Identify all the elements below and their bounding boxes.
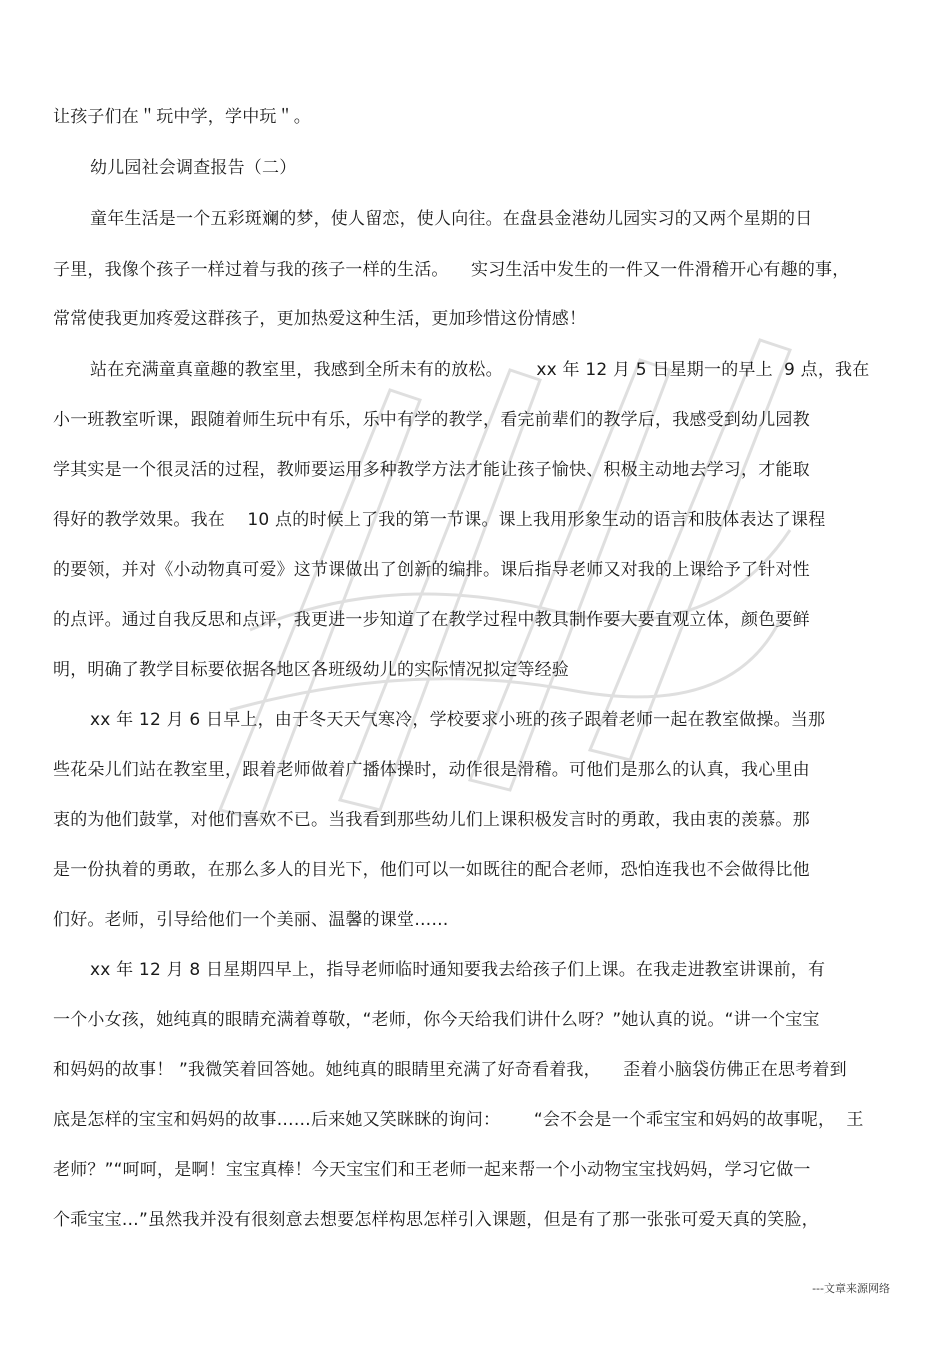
text-line-11: 的点评。通过自我反思和点评，我更进一步知道了在教学过程中教具制作要大要直观立体，颜色要鲜 xyxy=(53,610,810,630)
text-line-3: 童年生活是一个五彩斑斓的梦，使人留恋，使人向往。在盘县金港幼儿园实习的又两个星期的日 xyxy=(90,209,813,229)
source-footer: ---文章来源网络 xyxy=(812,1282,890,1295)
text-line-1: 让孩子们在＂玩中学，学中玩＂。 xyxy=(53,107,311,127)
text-line-20: 和妈妈的故事！ ”我微笑着回答她。她纯真的眼睛里充满了好奇看着我， 歪着小脑袋仿佛正在思考着到 xyxy=(53,1060,847,1080)
text-line-6: 站在充满童真童趣的教室里，我感到全所未有的放松。 xx 年 12 月 5 日星期一的早上 9 点，我在 xyxy=(90,360,870,380)
text-line-17: 们好。老师，引导给他们一个美丽、温馨的课堂…… xyxy=(53,910,449,930)
text-line-19: 一个小女孩，她纯真的眼睛充满着尊敬，“老师，你今天给我们讲什么呀？”她认真的说。“讲一个宝宝 xyxy=(53,1010,820,1030)
text-line-9: 得好的教学效果。我在 10 点的时候上了我的第一节课。课上我用形象生动的语言和肢体表达了课程 xyxy=(53,510,826,530)
text-line-21: 底是怎样的宝宝和妈妈的故事……后来她又笑眯眯的询问： “会不会是一个乖宝宝和妈妈的故事呢， 王 xyxy=(53,1110,864,1130)
text-line-14: 些花朵儿们站在教室里，跟着老师做着广播体操时，动作很是滑稽。可他们是那么的认真，我心里由 xyxy=(53,760,810,780)
text-line-22: 老师？”“呵呵，是啊！宝宝真棒！今天宝宝们和王老师一起来帮一个小动物宝宝找妈妈，学习它做一 xyxy=(53,1160,811,1180)
text-line-7: 小一班教室听课，跟随着师生玩中有乐，乐中有学的教学，看完前辈们的教学后，我感受到幼儿园教 xyxy=(53,410,810,430)
text-line-18: xx 年 12 月 8 日星期四早上，指导老师临时通知要我去给孩子们上课。在我走进教室讲课前，有 xyxy=(90,960,826,980)
section-heading: 幼儿园社会调查报告（二） xyxy=(90,158,297,178)
text-line-4: 子里，我像个孩子一样过着与我的孩子一样的生活。 实习生活中发生的一件又一件滑稽开心有趣的事， xyxy=(53,260,850,280)
text-line-15: 衷的为他们鼓掌，对他们喜欢不已。当我看到那些幼儿们上课积极发言时的勇敢，我由衷的羡慕。那 xyxy=(53,810,810,830)
text-line-8: 学其实是一个很灵活的过程，教师要运用多种教学方法才能让孩子愉快、积极主动地去学习，才能取 xyxy=(53,460,810,480)
text-line-5: 常常使我更加疼爱这群孩子，更加热爱这种生活，更加珍惜这份情感！ xyxy=(53,309,587,329)
text-line-10: 的要领，并对《小动物真可爱》这节课做出了创新的编排。课后指导老师又对我的上课给予了针对性 xyxy=(53,560,810,580)
text-line-16: 是一份执着的勇敢，在那么多人的目光下，他们可以一如既往的配合老师，恐怕连我也不会做得比他 xyxy=(53,860,810,880)
text-line-12: 明，明确了教学目标要依据各地区各班级幼儿的实际情况拟定等经验 xyxy=(53,660,569,680)
text-line-23: 个乖宝宝…”虽然我并没有很刻意去想要怎样构思怎样引入课题，但是有了那一张张可爱天真的笑脸， xyxy=(53,1210,819,1230)
text-line-13: xx 年 12 月 6 日早上，由于冬天天气寒冷，学校要求小班的孩子跟着老师一起在教室做操。当那 xyxy=(90,710,826,730)
